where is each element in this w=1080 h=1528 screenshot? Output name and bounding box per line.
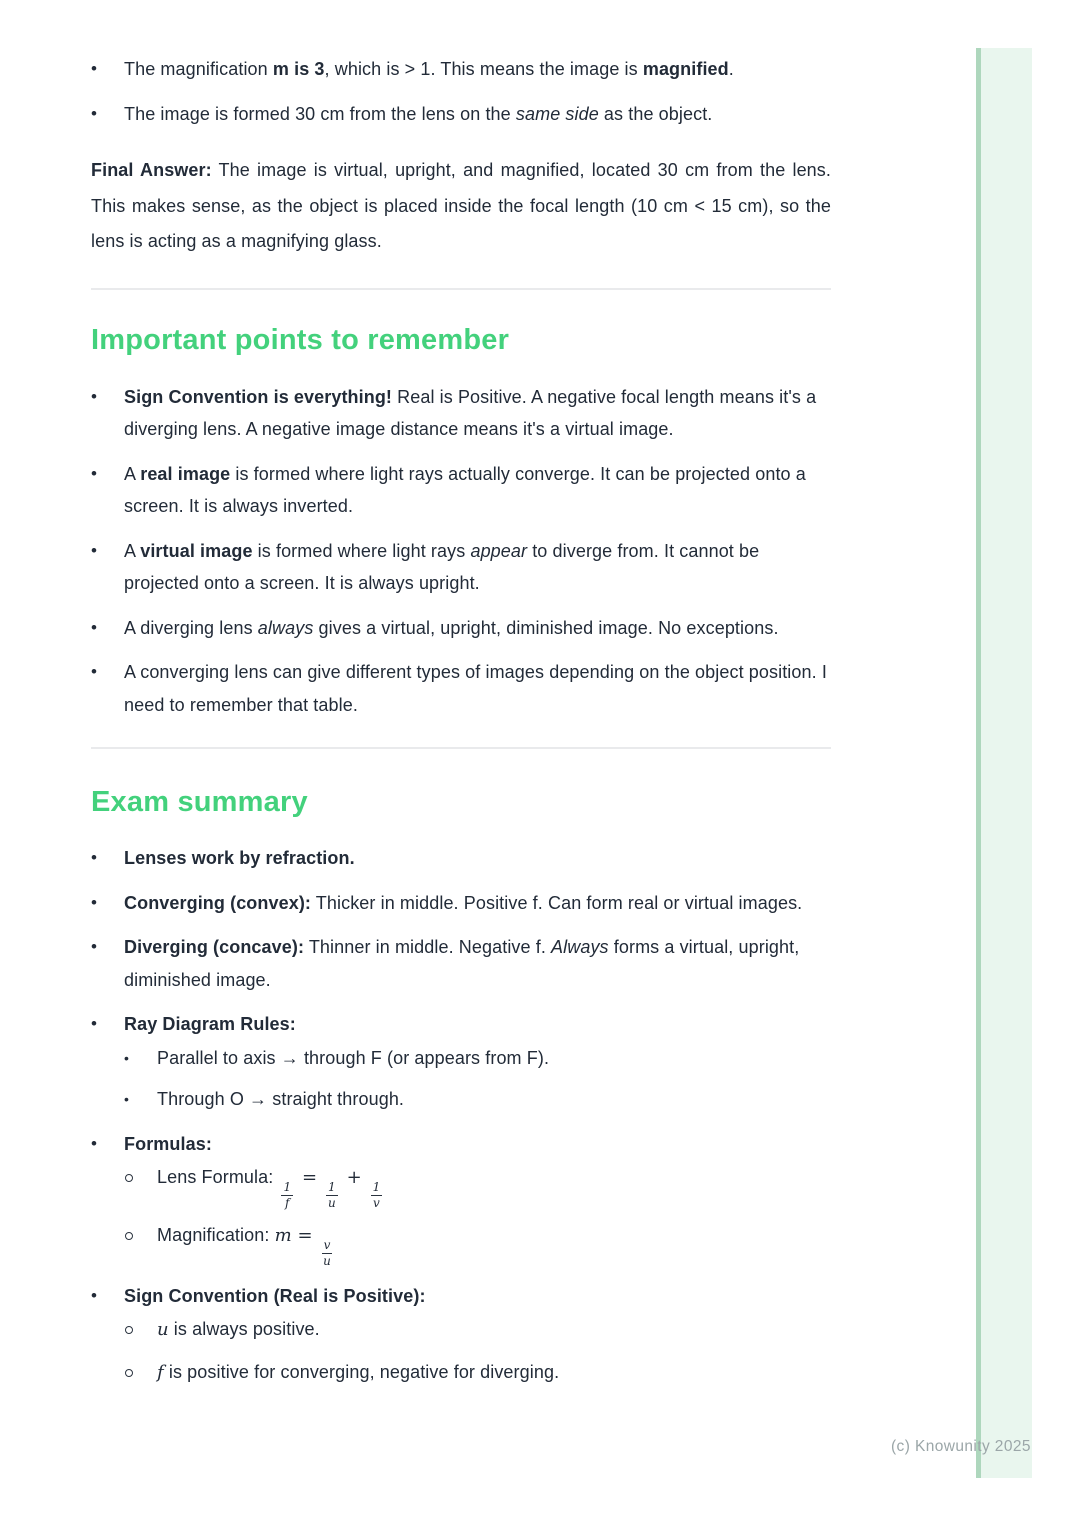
formulas-block (124, 1128, 831, 1268)
document-content (91, 53, 831, 1401)
section-heading-exam-summary: Exam summary (91, 786, 308, 818)
copyright-watermark: (c) Knowunity 2025 (891, 1438, 1031, 1455)
bullet-icon: • (91, 1133, 97, 1153)
ray-rules-sublist (124, 1042, 831, 1116)
circle-bullet-icon (124, 1313, 157, 1347)
list-item (124, 1313, 831, 1347)
list-item (91, 535, 831, 600)
list-item-text: Sign Convention is everything! Real is Positive. A negative focal length means it's a diverging lens. A negative image distance means it's a virtual image. (124, 386, 817, 439)
list-item (91, 1128, 831, 1268)
list-item (124, 1042, 831, 1075)
bullet-icon: • (91, 103, 97, 123)
list-item (91, 842, 831, 875)
list-item (91, 612, 831, 645)
list-item-text: f is positive for converging, negative for diverging. (157, 1361, 560, 1383)
magnification-formula-text: Magnification: m = $\frac{v}{u}$ (157, 1224, 331, 1268)
list-item-text: The image is formed 30 cm from the lens on the same side as the object. (124, 103, 713, 124)
list-item (124, 1161, 831, 1210)
circle-bullet-icon (124, 1356, 157, 1390)
list-item-text: Ray Diagram Rules: (124, 1014, 296, 1034)
list-item (91, 381, 831, 446)
bullet-icon: • (91, 617, 97, 637)
list-item-text: u is always positive. (157, 1319, 320, 1341)
list-item-text: Diverging (concave): Thinner in middle. Negative f. Always forms a virtual, upright, diminished image. (124, 937, 800, 990)
list-item-text: Sign Convention (Real is Positive): (124, 1285, 426, 1306)
list-item-text: A real image is formed where light rays actually converge. It can be projected onto a screen. It is always inverted. (124, 463, 806, 516)
bullet-icon: • (91, 937, 97, 956)
formulas-sublist (124, 1161, 831, 1268)
exam-summary-list (91, 842, 831, 1401)
list-item-text: Parallel to axis → through F (or appears from F). (157, 1047, 550, 1068)
list-item (124, 1356, 831, 1390)
list-item (124, 1083, 831, 1116)
list-item-text: A diverging lens always gives a virtual, upright, diminished image. No exceptions. (124, 617, 779, 638)
list-item (91, 53, 831, 86)
list-item (91, 98, 831, 131)
circle-bullet-icon (124, 1161, 157, 1210)
list-item (91, 931, 831, 996)
section-divider (91, 288, 831, 290)
bullet-icon: • (124, 1091, 130, 1107)
list-item (91, 656, 831, 721)
side-highlight-strip (976, 48, 1032, 1478)
list-item-text: Lenses work by refraction. (124, 848, 355, 868)
section-divider (91, 747, 831, 749)
bullet-icon: • (91, 463, 97, 483)
ray-diagram-rules-block (124, 1008, 831, 1116)
list-item-text: Converging (convex): Thicker in middle. Positive f. Can form real or virtual images. (124, 892, 803, 913)
bullet-icon: • (91, 662, 97, 681)
list-item (91, 1280, 831, 1390)
bullet-icon: • (124, 1049, 130, 1066)
bullet-icon: • (91, 1014, 97, 1033)
list-item-text: A virtual image is formed where light rays appear to diverge from. It cannot be projected onto a screen. It is always upright. (124, 540, 760, 593)
intro-bullet-list (91, 53, 831, 142)
bullet-icon: • (91, 59, 97, 78)
sign-convention-block (124, 1280, 831, 1390)
bullet-icon: • (91, 386, 97, 406)
list-item-text: The magnification m is 3, which is > 1. This means the image is magnified. (124, 59, 734, 79)
important-points-list (91, 381, 831, 734)
circle-bullet-icon (124, 1219, 157, 1268)
final-answer-paragraph: Final Answer: The image is virtual, upright, and magnified, located 30 cm from the lens. This makes sense, as the object is placed inside the focal length (10 cm < 15 cm), so the lens is acting as a magnifying glass. (91, 160, 831, 251)
bullet-icon: • (91, 1285, 97, 1305)
bullet-icon: • (91, 540, 97, 560)
lens-formula-text: Lens Formula: $\frac{1}{f}$ = $\frac{1}{u}$ + $\frac{1}{v}$ (157, 1167, 381, 1210)
list-item (124, 1219, 831, 1268)
section-heading-important-points: Important points to remember (91, 323, 510, 356)
list-item-text: A converging lens can give different types of images depending on the object position. I need to remember that table. (124, 662, 827, 715)
list-item-text: Through O → straight through. (157, 1089, 405, 1109)
bullet-icon: • (91, 892, 97, 912)
list-item (91, 887, 831, 920)
sign-convention-sublist (124, 1313, 831, 1389)
list-item (91, 458, 831, 523)
list-item (91, 1008, 831, 1116)
bullet-icon: • (91, 848, 97, 867)
list-item-text: Formulas: (124, 1133, 212, 1154)
